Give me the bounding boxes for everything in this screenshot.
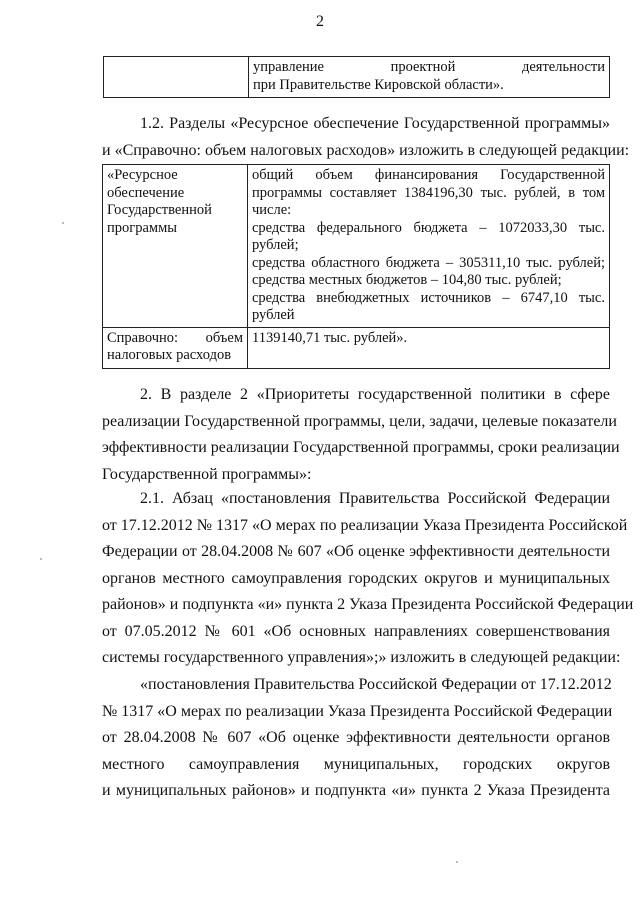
- table-cell-empty: [104, 57, 249, 98]
- scan-speck: [62, 222, 64, 224]
- table-cell-line: «Ресурсное: [107, 167, 178, 183]
- table-cell-line: средства местных бюджетов – 104,80 тыс. рублей;: [252, 272, 562, 288]
- text-line: № 1317 «О мерах по реализации Указа Президента Российской Федерации: [102, 702, 613, 720]
- table-cell-line: 1139140,71 тыс. рублей».: [252, 329, 408, 346]
- table-cell-line: средства федерального бюджета – 1072033,30 тыс.: [252, 219, 605, 236]
- table-cell-line: Государственной: [107, 202, 212, 218]
- text-line: 2.1. Абзац «постановления Правительства Российской Федерации: [140, 490, 610, 507]
- paragraph-2-1: [102, 486, 634, 672]
- text-line: «постановления Правительства Российской Федерации от 17.12.2012: [140, 676, 612, 693]
- table-cell-line: управление проектной деятельности: [253, 59, 605, 75]
- table-row: [103, 327, 610, 368]
- table-cell-line: программы: [107, 219, 177, 236]
- paragraph-2: [102, 382, 620, 488]
- resource-table: [102, 164, 610, 369]
- text-line: от 28.04.2008 № 607 «Об оценке эффективности деятельности органов: [102, 729, 610, 746]
- table-cell-line: Справочно: объем: [107, 329, 243, 346]
- table-cell-line: числе:: [252, 202, 292, 218]
- text-line: и муниципальных районов» и подпункта «и» пункта 2 Указа Президента: [102, 782, 610, 799]
- table-row: [103, 165, 610, 328]
- text-line: районов» и подпункта «и» пункта 2 Указа Президента Российской Федерации: [102, 596, 634, 613]
- table-cell-line: рублей: [252, 307, 295, 323]
- text-line: Государственной программы»:: [102, 465, 312, 483]
- table-cell-line: рублей;: [252, 237, 299, 253]
- text-line: и «Справочно: объем налоговых расходов» изложить в следующей редакции:: [102, 141, 630, 159]
- table-cell-line: средства областного бюджета – 305311,10 тыс. рублей;: [252, 254, 605, 271]
- table-cell-line: программы составляет 1384196,30 тыс. рублей, в том: [252, 184, 605, 201]
- text-line: местного самоуправления муниципальных, городских округов: [102, 755, 610, 773]
- text-line: от 17.12.2012 № 1317 «О мерах по реализации Указа Президента Российской: [102, 516, 628, 534]
- table-cell: [249, 57, 610, 98]
- text-line: 1.2. Разделы «Ресурсное обеспечение Государственной программы»: [140, 115, 610, 132]
- text-line: реализации Государственной программы, цели, задачи, целевые показатели: [102, 412, 617, 430]
- continuation-table: [103, 56, 610, 98]
- text-line: 2. В разделе 2 «Приоритеты государственной политики в сфере: [140, 386, 610, 403]
- table-cell-value: [248, 327, 610, 368]
- table-cell-label: [103, 165, 248, 328]
- table-cell-line: при Правительстве Кировской области».: [253, 76, 504, 93]
- scan-speck: [40, 558, 42, 560]
- table-cell-line: общий объем финансирования Государственной: [252, 167, 605, 183]
- table-cell-label: [103, 327, 248, 368]
- text-line: эффективности реализации Государственной программы, сроки реализации: [102, 439, 620, 456]
- table-cell-line: обеспечение: [107, 184, 185, 201]
- paragraph-1-2: [102, 111, 630, 164]
- page-number: 2: [316, 13, 324, 30]
- text-line: системы государственного управления»;» изложить в следующей редакции:: [102, 649, 621, 666]
- table-cell-value: [248, 165, 610, 328]
- quote-paragraph: [102, 672, 613, 805]
- table-cell-line: налоговых расходов: [107, 347, 232, 363]
- text-line: от 07.05.2012 № 601 «Об основных направлениях совершенствования: [102, 622, 610, 640]
- table-cell-line: средства внебюджетных источников – 6747,10 тыс.: [252, 289, 605, 306]
- scan-speck: [456, 861, 458, 863]
- text-line: органов местного самоуправления городских округов и муниципальных: [102, 569, 610, 587]
- text-line: Федерации от 28.04.2008 № 607 «Об оценке эффективности деятельности: [102, 543, 610, 560]
- table-row: [104, 57, 610, 98]
